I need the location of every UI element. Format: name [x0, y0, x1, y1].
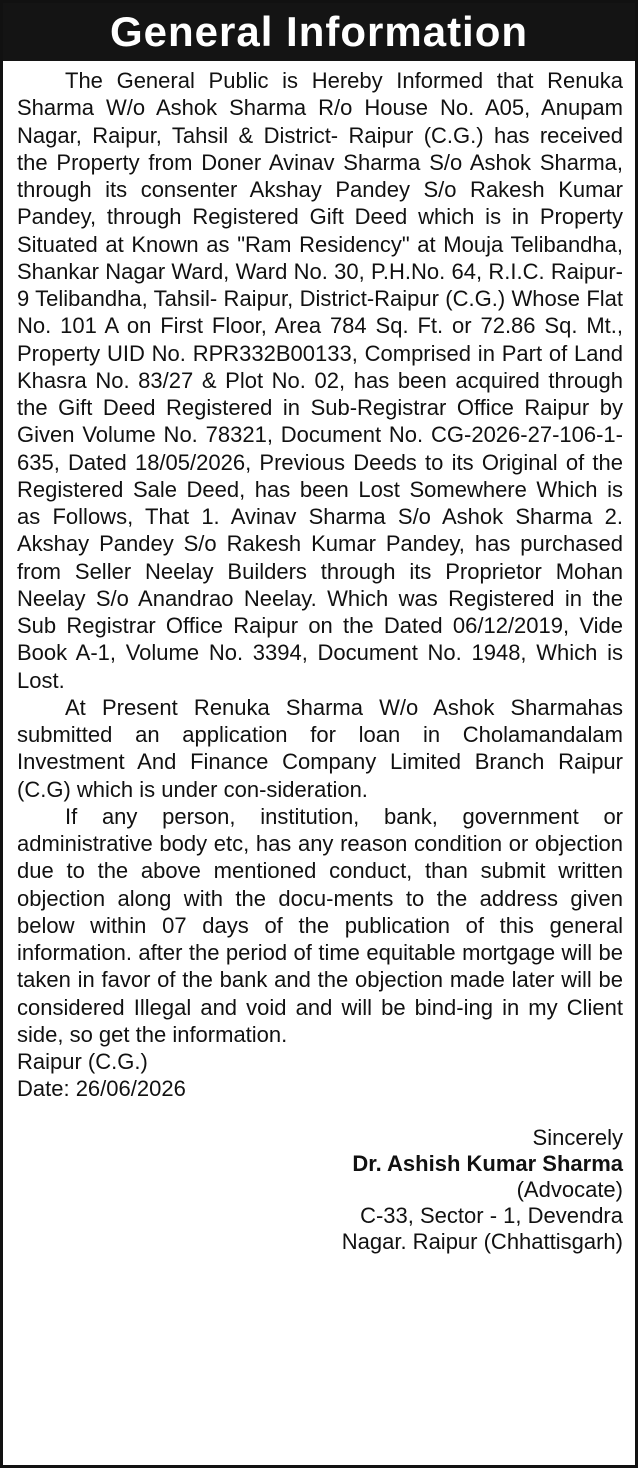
notice-paragraph-2: At Present Renuka Sharma W/o Ashok Sharmahas submitted an application for loan in Cholamandalam Investment And Finance Company Limited Branch Raipur (C.G) which is under con-sideration. — [17, 694, 623, 802]
notice-paragraph-3: If any person, institution, bank, government or administrative body etc, has any reason condition or objection due to the above mentioned conduct, than submit written objection along with the docu-ments to the address given below within 07 days of the publication of this general information. after the period of time equitable mortgage will be taken in favor of the bank and the objection made later will be considered Illegal and void and will be bind-ing in my Client side, so get the information. — [17, 803, 623, 1047]
signature-address-line1: C-33, Sector - 1, Devendra — [360, 1202, 623, 1228]
signature-name: Dr. Ashish Kumar Sharma — [352, 1150, 623, 1176]
signature-closing: Sincerely — [532, 1124, 623, 1150]
notice-body — [3, 61, 635, 1255]
notice-place: Raipur (C.G.) — [17, 1049, 148, 1074]
signature-address-line2: Nagar. Raipur (Chhattisgarh) — [341, 1228, 623, 1254]
notice-paragraph-1: The General Public is Hereby Informed that Renuka Sharma W/o Ashok Sharma R/o House No. A05, Anupam Nagar, Raipur, Tahsil & District- Raipur (C.G.) has received the Property from Doner Avinav Sharma S/o Ashok Sharma, through its consenter Akshay Pandey S/o Rakesh Kumar Pandey, through Registered Gift Deed which is in Property Situated at Known as "Ram Residency" at Mouja Telibandha, Shankar Nagar Ward, Ward No. 30, P.H.No. 64, R.I.C. Raipur-9 Telibandha, Tahsil- Raipur, District-Raipur (C.G.) Whose Flat No. 101 A on First Floor, Area 784 Sq. Ft. or 72.86 Sq. Mt., Property UID No. RPR332B00133, Comprised in Part of Land Khasra No. 83/27 & Plot No. 02, has been acquired through the Gift Deed Registered in Sub-Registrar Office Raipur by Given Volume No. 78321, Document No. CG-2026-27-106-1-635, Dated 18/05/2026, Previous Deeds to its Original of the Registered Sale Deed, has been Lost Somewhere Which is as Follows, That 1. Avinav Sharma S/o Ashok Sharma 2. Akshay Pandey S/o Rakesh Kumar Pandey, has purchased from Seller Neelay Builders through its Proprietor Mohan Neelay S/o Anandrao Neelay. Which was Registered in the Sub Registrar Office Raipur on the Dated 06/12/2019, Vide Book A-1, Volume No. 3394, Document No. 1948, Which is Lost. — [17, 68, 623, 693]
signature-designation: (Advocate) — [516, 1176, 623, 1202]
signature-block — [17, 1125, 623, 1255]
notice-title: General Information — [3, 3, 635, 61]
notice-date: Date: 26/06/2026 — [17, 1076, 186, 1102]
